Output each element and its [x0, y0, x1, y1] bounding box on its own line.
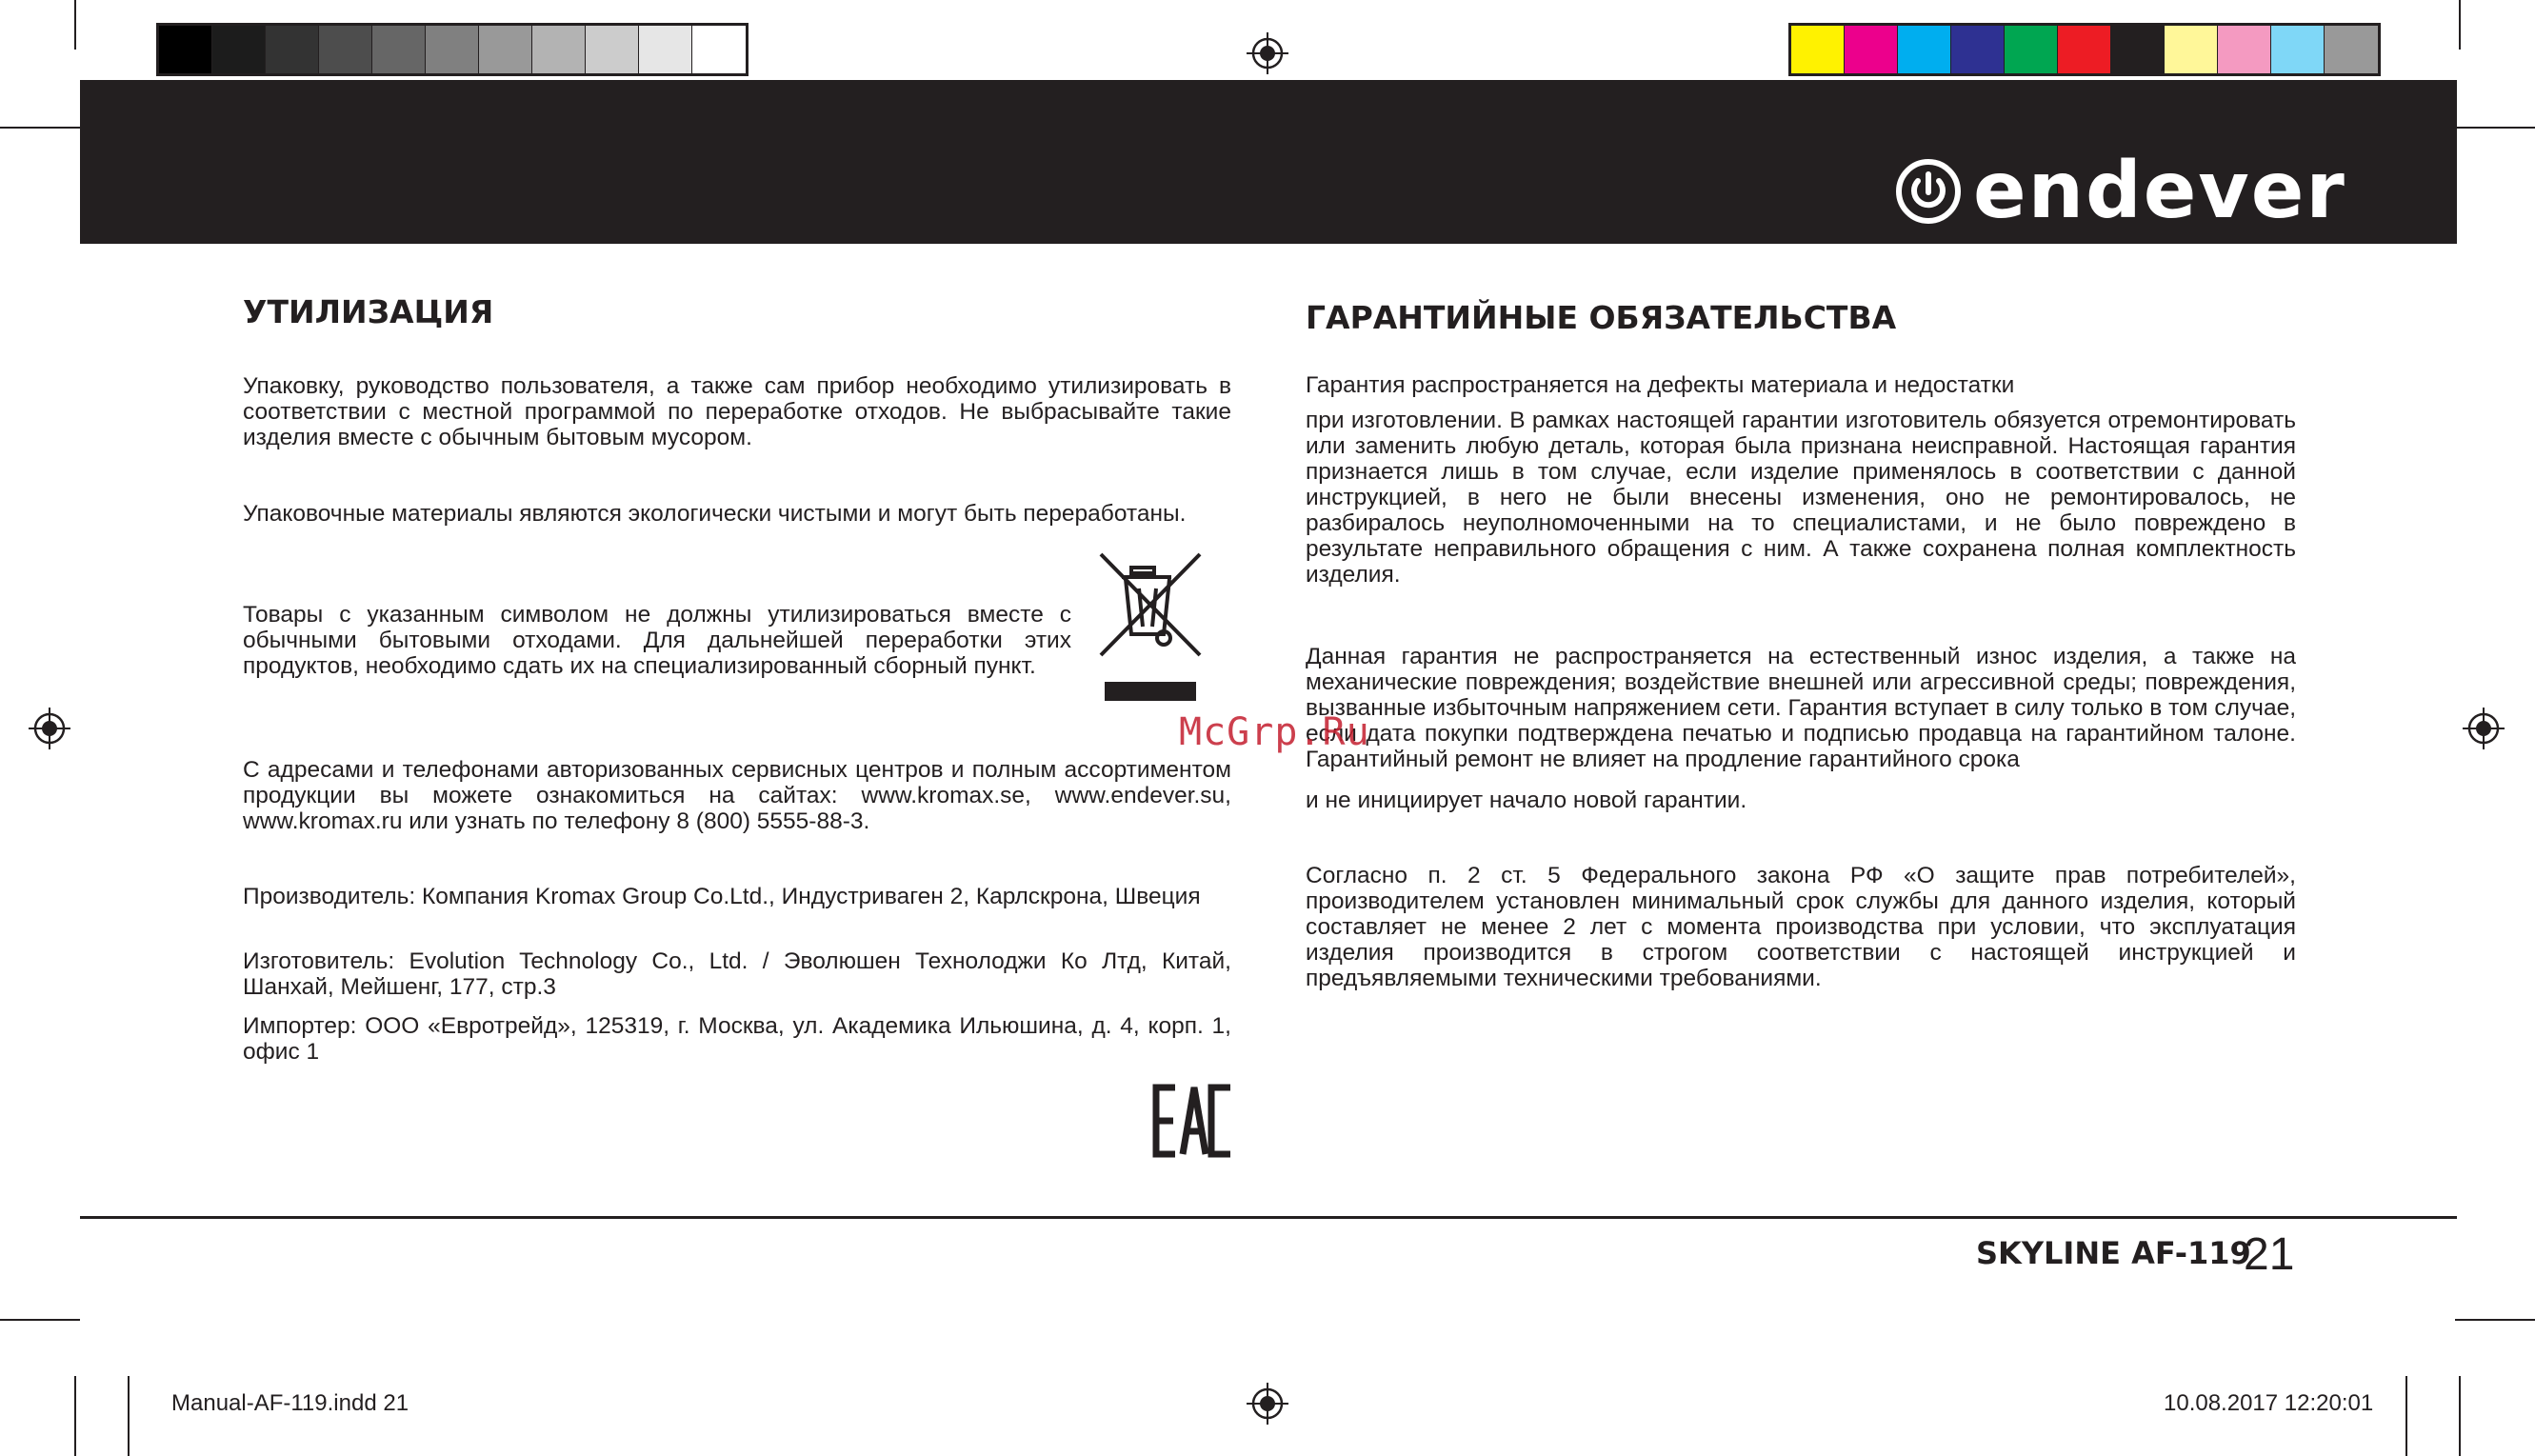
warranty-text: Согласно п. 2 ст. 5 Федерального закона РФ «О защите прав потребителей», производителем установлен минимальный срок службы для данного изделия, который составляет не менее 2 лет с момента производства при условии, что эксплуатация изделия производится в строгом соответствии с настоящей инструкцией и предъявляемыми техническими требованиями.: [1306, 863, 2296, 991]
brand-logo: [1895, 146, 2346, 236]
warranty-paragraph-3: [1306, 863, 2296, 991]
manufacturer-text: Производитель: Компания Kromax Group Co.Ltd., Индустриваген 2, Карлскрона, Швеция: [243, 884, 1201, 909]
crop-mark: [0, 127, 80, 129]
disposal-text: С адресами и телефонами авторизованных сервисных центров и полным ассортиментом продукции вы можете ознакомиться на сайтах: www.kromax.se, www.endever.su, www.kromax.ru или узнать по телефону 8 (800) 5555-88-3.: [243, 757, 1231, 834]
warranty-text: Данная гарантия не распространяется на естественный износ изделия, а также на механические повреждения; воздействие внешней или агрессивной среды; повреждения, вызванные избыточным напряжением сети. Гарантия вступает в силу только в том случае, если дата покупки подтверждена печатью и подписью продавца на гарантийном талоне. Гарантийный ремонт не влияет на продление гарантийного срока: [1306, 644, 2296, 772]
warranty-paragraph-1-first-line: [1306, 372, 2296, 398]
gray-swatch: [319, 26, 372, 73]
disposal-heading: УТИЛИЗАЦИЯ: [243, 293, 494, 330]
gray-swatch: [212, 26, 266, 73]
importer-line: [243, 1013, 1231, 1065]
page-number: 21: [2244, 1229, 2295, 1280]
disposal-paragraph-3: [243, 602, 1071, 679]
warranty-heading: ГАРАНТИЙНЫЕ ОБЯЗАТЕЛЬСТВА: [1306, 299, 1897, 336]
maker-text: Изготовитель: Evolution Technology Co., Ltd. / Эволюшен Технолоджи Ко Лтд, Китай, Шанхай, Мейшенг, 177, стр.3: [243, 948, 1231, 1000]
manufacturer-line: [243, 884, 1231, 909]
color-swatch: [2325, 26, 2378, 73]
crop-mark: [74, 0, 76, 50]
disposal-text: Упаковочные материалы являются экологически чистыми и могут быть переработаны.: [243, 501, 1187, 527]
crop-mark: [74, 1376, 76, 1456]
brand-wordmark: endever: [1973, 146, 2346, 236]
warranty-paragraph-2: [1306, 644, 2296, 772]
slug-datetime: 10.08.2017 12:20:01: [2164, 1390, 2374, 1416]
color-swatch: [1791, 26, 1845, 73]
crop-mark: [2455, 127, 2535, 129]
crop-mark: [2459, 1376, 2461, 1456]
crop-mark: [2455, 1319, 2535, 1321]
importer-text: Импортер: ООО «Евротрейд», 125319, г. Москва, ул. Академика Ильюшина, д. 4, корп. 1, офис 1: [243, 1013, 1231, 1065]
crop-mark: [128, 1376, 130, 1456]
color-swatch: [2218, 26, 2271, 73]
gray-swatch: [692, 26, 746, 73]
crop-mark: [2405, 1376, 2407, 1456]
disposal-text: Товары с указанным символом не должны утилизироваться вместе с обычными бытовыми отходами. Для дальнейшей переработки этих продуктов, необходимо сдать их на специализированный сборный пункт.: [243, 602, 1071, 679]
power-icon: [1895, 158, 1962, 225]
color-swatch: [2165, 26, 2218, 73]
gray-swatch: [159, 26, 212, 73]
color-swatch: [2111, 26, 2165, 73]
warranty-text: при изготовлении. В рамках настоящей гарантии изготовитель обязуется отремонтировать или заменить любую деталь, которая была признана неисправной. Настоящая гарантия признается лишь в том случае, если изделие применялось в соответствии с данной инструкцией, в него не были внесены изменения, оно не ремонтировалось, не разбиралось неуполномоченными на то специалистами, и не было повреждено в результате неправильного обращения с ним. А также сохранена полная комплектность изделия.: [1306, 408, 2296, 588]
eac-conformity-mark: [1152, 1084, 1234, 1158]
slug-filename: Manual-AF-119.indd 21: [171, 1390, 409, 1416]
registration-mark-icon: [29, 708, 70, 749]
disposal-paragraph-2: [243, 501, 1231, 527]
gray-swatch: [532, 26, 586, 73]
gray-swatch: [639, 26, 692, 73]
crop-mark: [0, 1319, 80, 1321]
registration-mark-icon: [1247, 32, 1288, 74]
warranty-text: и не инициирует начало новой гарантии.: [1306, 788, 1747, 813]
maker-line: [243, 948, 1231, 1000]
crossed-out-wheelie-bin-icon: [1097, 550, 1204, 703]
service-centers-paragraph: [243, 757, 1231, 834]
gray-swatch: [479, 26, 532, 73]
color-swatch: [1898, 26, 1951, 73]
gray-swatch: [426, 26, 479, 73]
model-name: SKYLINE AF-119: [1976, 1235, 2251, 1271]
color-swatch: [1845, 26, 1898, 73]
grayscale-bar: [156, 23, 749, 76]
gray-swatch: [586, 26, 639, 73]
warranty-paragraph-2-tail: [1306, 788, 2296, 813]
color-swatch: [2271, 26, 2325, 73]
warranty-paragraph-1: [1306, 408, 2296, 588]
gray-swatch: [372, 26, 426, 73]
crop-mark: [2459, 0, 2461, 50]
registration-mark-icon: [2463, 708, 2505, 749]
warranty-text: Гарантия распространяется на дефекты материала и недостатки: [1306, 372, 2015, 398]
process-color-bar: [1788, 23, 2381, 76]
gray-swatch: [266, 26, 319, 73]
disposal-text: Упаковку, руководство пользователя, а также сам прибор необходимо утилизировать в соответствии с местной программой по переработке отходов. Не выбрасывайте такие изделия вместе с обычным бытовым мусором.: [243, 373, 1231, 450]
registration-mark-icon: [1247, 1383, 1288, 1425]
watermark: McGrp.Ru: [1179, 710, 1370, 754]
disposal-paragraph-1: [243, 373, 1231, 450]
color-swatch: [1951, 26, 2005, 73]
color-swatch: [2005, 26, 2058, 73]
color-swatch: [2058, 26, 2111, 73]
footer-rule: [80, 1216, 2457, 1219]
